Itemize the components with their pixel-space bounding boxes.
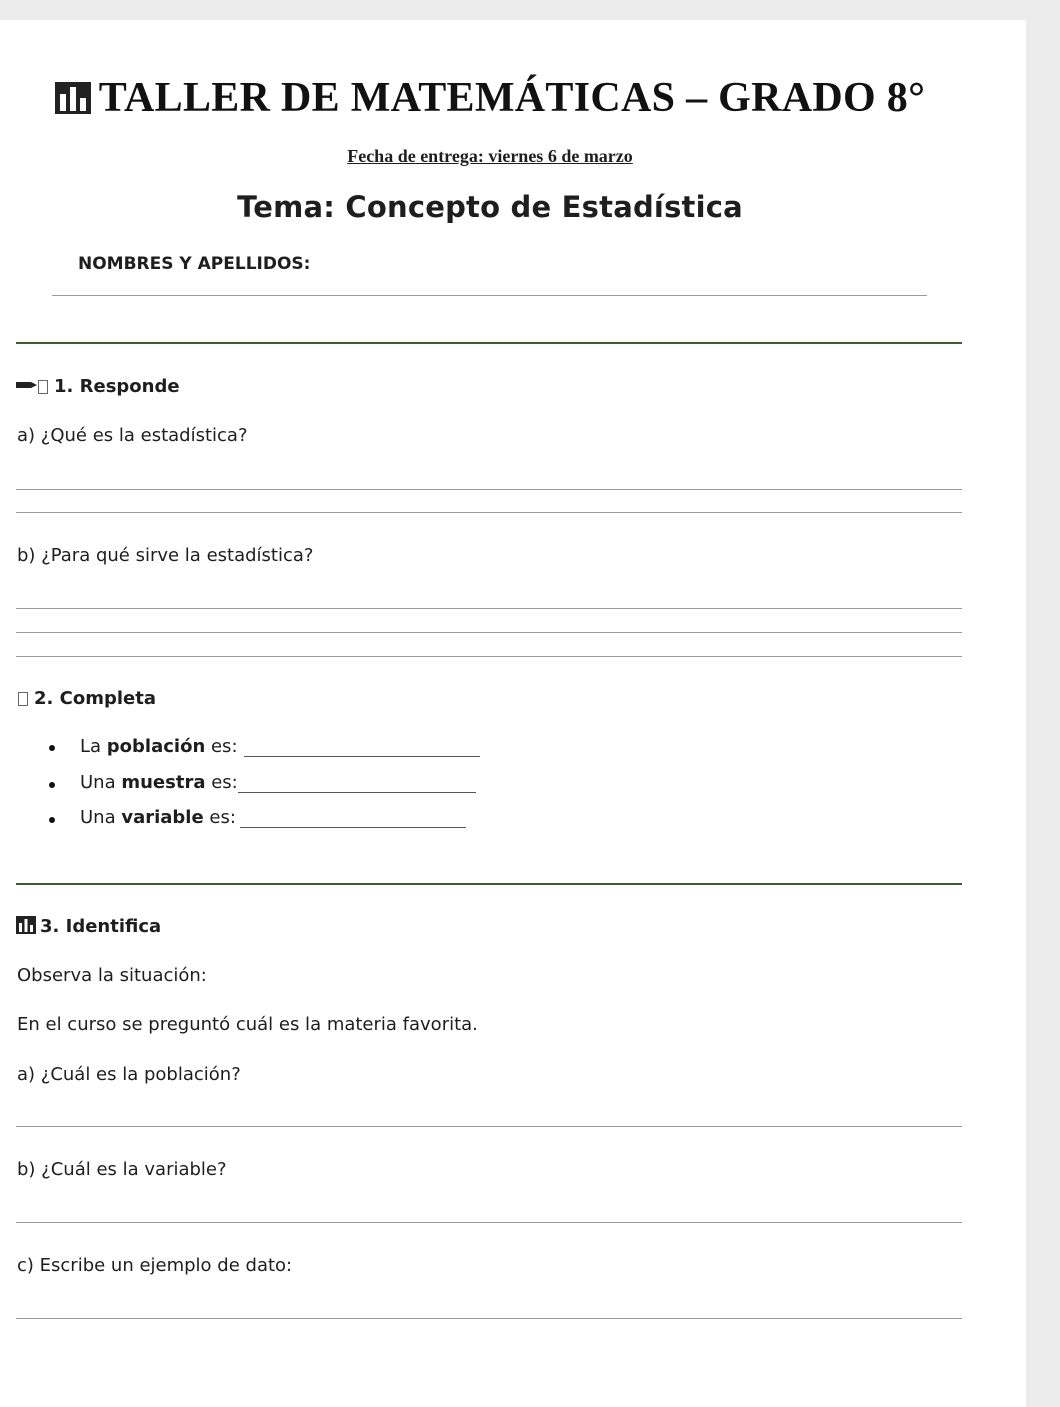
list-item-poblacion: La población es: — [80, 736, 238, 757]
worksheet-page — [0, 20, 1026, 1407]
pencil-icon — [16, 380, 38, 390]
bar-chart-icon — [16, 916, 36, 934]
answer-line[interactable] — [16, 656, 962, 657]
answer-line[interactable] — [16, 632, 962, 633]
question-1a: a) ¿Qué es la estadística? — [17, 425, 248, 446]
situation-text: En el curso se preguntó cuál es la materia favorita. — [17, 1014, 478, 1035]
answer-line[interactable] — [16, 1126, 962, 1127]
section-2-heading — [18, 688, 156, 709]
answer-line[interactable] — [16, 1318, 962, 1319]
question-3c: c) Escribe un ejemplo de dato: — [17, 1255, 293, 1276]
observe-text: Observa la situación: — [17, 965, 207, 986]
fill-blank-line[interactable] — [238, 792, 476, 793]
bullet-icon — [49, 817, 55, 823]
topic-heading: Tema: Concepto de Estadística — [237, 190, 743, 224]
checkbox-icon — [18, 692, 28, 706]
question-3b: b) ¿Cuál es la variable? — [17, 1159, 227, 1180]
title-text: TALLER DE MATEMÁTICAS – GRADO 8° — [98, 75, 926, 121]
fill-blank-line[interactable] — [240, 827, 466, 828]
section-3-heading — [16, 916, 161, 937]
section-3-title: 3. Identifica — [40, 916, 162, 937]
bullet-icon — [49, 782, 55, 788]
section-divider — [16, 342, 962, 344]
answer-line[interactable] — [16, 1222, 962, 1223]
question-3a: a) ¿Cuál es la población? — [17, 1064, 241, 1085]
section-1-heading — [16, 376, 180, 397]
names-answer-line[interactable] — [52, 295, 927, 296]
fill-blank-line[interactable] — [244, 756, 480, 757]
list-item-muestra: Una muestra es: — [80, 772, 238, 793]
answer-line[interactable] — [16, 608, 962, 609]
question-1b: b) ¿Para qué sirve la estadística? — [17, 545, 314, 566]
section-2-title: 2. Completa — [34, 688, 156, 709]
section-divider — [16, 883, 962, 885]
list-item-variable: Una variable es: — [80, 807, 236, 828]
page-title — [0, 74, 980, 122]
names-label: NOMBRES Y APELLIDOS: — [78, 254, 311, 274]
answer-line[interactable] — [16, 512, 962, 513]
bullet-icon — [49, 745, 55, 751]
bar-chart-icon — [55, 82, 91, 114]
answer-line[interactable] — [16, 489, 962, 490]
section-1-title: 1. Responde — [54, 376, 180, 397]
missing-glyph-icon — [38, 380, 48, 394]
due-date: Fecha de entrega: viernes 6 de marzo — [347, 146, 633, 166]
